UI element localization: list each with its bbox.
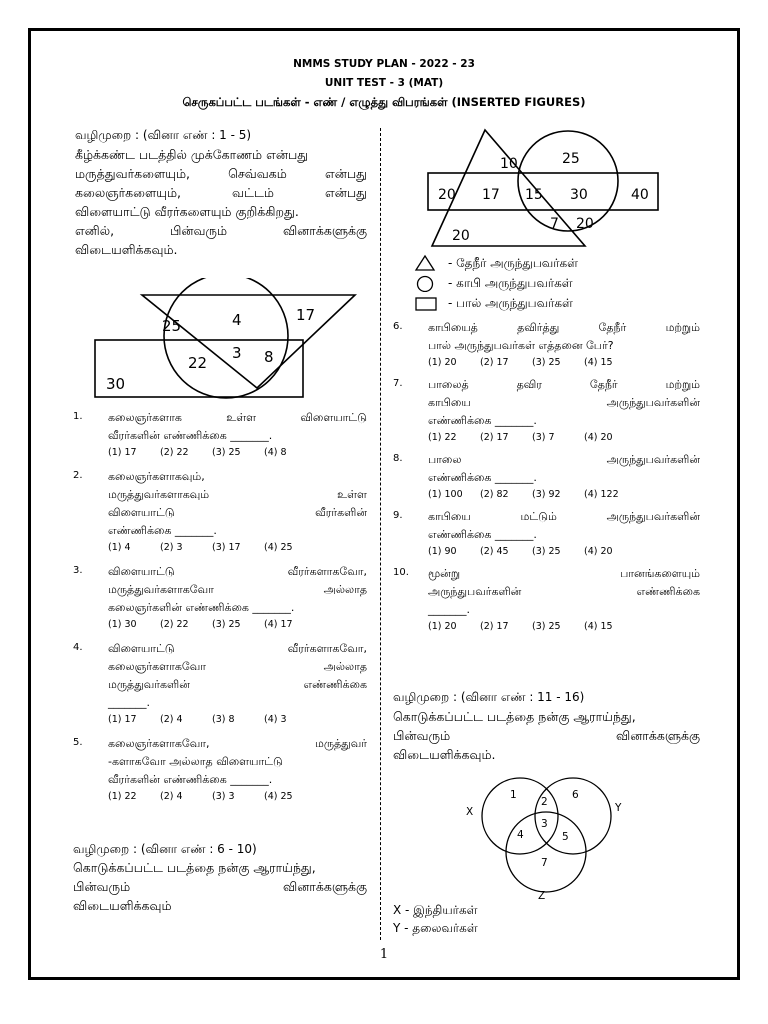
word: கொடுக்கப்பட்ட படத்தை நன்கு ஆராய்ந்து, <box>393 709 636 724</box>
fig-num: 30 <box>106 375 126 393</box>
venn-label-y: Y <box>615 802 622 814</box>
text-line <box>108 599 367 617</box>
word: விடையளிக்கவும். <box>75 242 178 257</box>
word: அருந்துபவர்களின் <box>606 453 700 466</box>
text-line <box>428 526 700 544</box>
text-line <box>108 409 367 427</box>
text-line <box>428 412 700 430</box>
fig-num: 22 <box>188 354 208 372</box>
word: உள்ள <box>337 488 367 501</box>
text-line <box>75 145 367 164</box>
word: மற்றும் <box>665 321 700 334</box>
option[interactable]: (3) 17 <box>212 542 241 553</box>
option[interactable]: (1) 17 <box>108 447 137 458</box>
fig-num: 20 <box>438 187 456 203</box>
word: மருத்துவர் <box>314 737 367 750</box>
word: வீரர்களின் எண்ணிக்கை _______. <box>108 773 273 786</box>
word: செவ்வகம் <box>228 166 287 181</box>
word: கலைஞர்களையும், <box>75 185 182 200</box>
option[interactable]: (2) 17 <box>480 621 509 632</box>
text-line <box>75 202 367 221</box>
option[interactable]: (1) 4 <box>108 542 131 553</box>
header-topic: செருகப்பட்ட படங்கள் - எண் / எழுத்து விபரங்கள் (INSERTED FIGURES) <box>182 95 586 109</box>
right-instruction-text <box>393 707 700 764</box>
word: மருத்துவர்களையும், <box>75 166 190 181</box>
word: -களாகவோ அல்லாத விளையாட்டு <box>108 755 283 768</box>
word: தவிர <box>516 378 542 391</box>
option[interactable]: (1) 100 <box>428 489 463 500</box>
word: கீழ்க்கண்ட படத்தில் முக்கோணம் என்பது <box>75 147 309 162</box>
triangle-icon <box>414 254 436 272</box>
word: பின்வரும் <box>393 728 451 743</box>
word: பாலை <box>428 453 462 466</box>
venn-num: 2 <box>541 796 548 808</box>
option[interactable]: (1) 20 <box>428 621 457 632</box>
option[interactable]: (2) 17 <box>480 357 509 368</box>
text-line <box>108 676 367 694</box>
word: அருந்துபவர்களின் <box>428 585 522 598</box>
text-line <box>428 394 700 412</box>
fig-num: 8 <box>264 348 274 366</box>
page-number: 1 <box>379 947 389 962</box>
option[interactable]: (2) 45 <box>480 546 509 557</box>
fig-num: 40 <box>631 187 649 203</box>
text-line <box>108 563 367 581</box>
word: தவிர்த்து <box>517 321 560 334</box>
word: என்பது <box>324 185 367 200</box>
word: வட்டம் <box>232 185 274 200</box>
word: வீரர்களாகவோ, <box>287 565 367 578</box>
option[interactable]: (3) 25 <box>212 447 241 458</box>
question <box>393 376 700 443</box>
text-line <box>428 565 700 583</box>
fig-num: 20 <box>576 216 594 232</box>
option[interactable]: (3) 25 <box>532 621 561 632</box>
word: கலைஞர்களாக <box>108 411 182 424</box>
option[interactable]: (3) 25 <box>212 619 241 630</box>
fig-num: 4 <box>232 311 242 329</box>
question-number: 3. <box>73 565 83 576</box>
fig-num: 17 <box>482 187 500 203</box>
word: விடையளிக்கவும் <box>73 898 172 913</box>
option[interactable]: (1) 22 <box>108 791 137 802</box>
word: _______. <box>108 696 150 709</box>
word: காபியைத் <box>428 321 478 334</box>
word: வீரர்களாகவோ, <box>287 642 367 655</box>
text-line <box>73 877 367 896</box>
right-questions <box>393 319 700 640</box>
text-line <box>75 183 367 202</box>
option[interactable]: (1) 22 <box>428 432 457 443</box>
options-row <box>108 542 367 553</box>
option[interactable]: (4) 20 <box>584 546 613 557</box>
word: வீரர்களின் எண்ணிக்கை _______. <box>108 429 273 442</box>
word: எண்ணிக்கை <box>303 678 367 691</box>
text-line <box>108 640 367 658</box>
option[interactable]: (1) 17 <box>108 714 137 725</box>
fig-num: 7 <box>550 216 559 232</box>
left-instruction-text <box>75 145 367 259</box>
fig-num: 3 <box>232 344 242 362</box>
venn-label-z: Z <box>538 890 546 902</box>
options-row <box>108 447 367 458</box>
word: கலைஞர்களின் எண்ணிக்கை _______. <box>108 601 295 614</box>
text-line <box>108 753 367 771</box>
word: காபியை <box>428 510 471 523</box>
word: பால் அருந்துபவர்கள் எத்தனை பேர்? <box>428 339 614 352</box>
option[interactable]: (4) 25 <box>264 542 293 553</box>
left-figure <box>90 278 370 403</box>
circle-shape <box>518 131 618 231</box>
question-number: 8. <box>393 453 403 464</box>
word: பின்வரும் <box>73 879 131 894</box>
word: பானங்களையும் <box>620 567 700 580</box>
fig-num: 20 <box>452 228 470 244</box>
fig-num: 17 <box>296 306 316 324</box>
option[interactable]: (1) 90 <box>428 546 457 557</box>
left-questions <box>73 409 367 812</box>
question-number: 5. <box>73 737 83 748</box>
word: மற்றும் <box>665 378 700 391</box>
option[interactable]: (4) 15 <box>584 621 613 632</box>
text-line <box>108 522 367 540</box>
word: வினாக்களுக்கு <box>282 223 367 238</box>
venn-num: 5 <box>562 831 569 843</box>
word: விளையாட்டு <box>108 565 175 578</box>
option[interactable]: (3) 25 <box>532 357 561 368</box>
text-line <box>108 486 367 504</box>
word: விளையாட்டு வீரர்களையும் குறிக்கிறது. <box>75 204 299 219</box>
text-line <box>108 581 367 599</box>
option[interactable]: (4) 3 <box>264 714 287 725</box>
question <box>393 508 700 557</box>
options-row <box>108 714 367 725</box>
option[interactable]: (3) 8 <box>212 714 235 725</box>
word: எனில், <box>75 223 115 238</box>
word: விடையளிக்கவும். <box>393 747 496 762</box>
legend-label: - பால் அருந்துபவர்கள் <box>448 296 573 310</box>
text-line <box>393 726 700 745</box>
text-line <box>75 240 367 259</box>
option[interactable]: (2) 82 <box>480 489 509 500</box>
venn-num: 6 <box>572 789 579 801</box>
question-number: 6. <box>393 321 403 332</box>
fig-num: 25 <box>162 317 182 335</box>
fig-num: 25 <box>562 151 580 167</box>
word: அருந்துபவர்களின் <box>606 396 700 409</box>
word: எண்ணிக்கை _______. <box>108 524 217 537</box>
text-line <box>108 504 367 522</box>
word: கொடுக்கப்பட்ட படத்தை நன்கு ஆராய்ந்து, <box>73 860 316 875</box>
option[interactable]: (2) 22 <box>160 619 189 630</box>
text-line <box>428 469 700 487</box>
text-line <box>428 451 700 469</box>
legend-label: - தேநீர் அருந்துபவர்கள் <box>448 256 579 270</box>
fig-num: 10 <box>500 156 518 172</box>
word: உள்ள <box>226 411 257 424</box>
text-line <box>108 694 367 712</box>
text-line <box>75 221 367 240</box>
options-row <box>428 432 700 443</box>
left-outro-text <box>73 858 367 915</box>
word: மருத்துவர்களாகவோ <box>108 583 214 596</box>
options-row <box>108 791 367 802</box>
option[interactable]: (2) 3 <box>160 542 183 553</box>
options-row <box>428 546 700 557</box>
question <box>73 563 367 630</box>
option[interactable]: (1) 20 <box>428 357 457 368</box>
venn-label-x: X <box>466 806 474 818</box>
venn-num: 7 <box>541 857 548 869</box>
word: மூன்று <box>428 567 461 580</box>
option[interactable]: (4) 122 <box>584 489 619 500</box>
word: கலைஞர்களாகவோ, <box>108 737 210 750</box>
left-outro-title: வழிமுறை : (வினா எண் : 6 - 10) <box>73 842 257 856</box>
word: வினாக்களுக்கு <box>282 879 367 894</box>
venn-num: 4 <box>517 829 524 841</box>
venn-num: 3 <box>541 818 548 830</box>
right-instruction-title: வழிமுறை : (வினா எண் : 11 - 16) <box>393 690 585 704</box>
text-line <box>108 735 367 753</box>
word: விளையாட்டு <box>108 506 175 519</box>
circle-icon <box>414 274 436 292</box>
word: வீரர்களின் <box>315 506 367 519</box>
options-row <box>428 621 700 632</box>
question <box>393 451 700 500</box>
word: எண்ணிக்கை _______. <box>428 471 537 484</box>
legend-label: - காபி அருந்துபவர்கள் <box>448 276 573 290</box>
question-number: 7. <box>393 378 403 389</box>
question-number: 4. <box>73 642 83 653</box>
word: காபியை <box>428 396 471 409</box>
option[interactable]: (4) 8 <box>264 447 287 458</box>
column-divider <box>380 128 381 940</box>
text-line <box>428 337 700 355</box>
word: பின்வரும் <box>169 223 228 238</box>
question <box>73 468 367 553</box>
word: மருத்துவர்களின் <box>108 678 190 691</box>
word: கலைஞர்களாகவும், <box>108 470 205 483</box>
option[interactable]: (3) 3 <box>212 791 235 802</box>
option[interactable]: (2) 17 <box>480 432 509 443</box>
option[interactable]: (4) 25 <box>264 791 293 802</box>
option[interactable]: (2) 4 <box>160 791 183 802</box>
word: கலைஞர்களாகவோ <box>108 660 206 673</box>
venn-legend-x: X - இந்தியர்கள் <box>393 903 478 917</box>
option[interactable]: (3) 25 <box>532 546 561 557</box>
venn-legend-y: Y - தலைவர்கள் <box>393 921 478 935</box>
text-line <box>393 745 700 764</box>
text-line <box>73 858 367 877</box>
fig-num: 15 <box>525 187 543 203</box>
option[interactable]: (4) 15 <box>584 357 613 368</box>
text-line <box>108 468 367 486</box>
right-figure <box>420 128 670 250</box>
word: தேநீர் <box>598 321 627 334</box>
question <box>73 640 367 725</box>
word: விளையாட்டு <box>300 411 367 424</box>
word: மட்டும் <box>520 510 557 523</box>
rectangle-icon <box>414 294 438 312</box>
word: வினாக்களுக்கு <box>615 728 700 743</box>
question <box>73 735 367 802</box>
word: _______. <box>428 603 470 616</box>
word: எண்ணிக்கை _______. <box>428 528 537 541</box>
header-title: NMMS STUDY PLAN - 2022 - 23 <box>293 58 475 70</box>
question-number: 1. <box>73 411 83 422</box>
word: அல்லாத <box>323 583 367 596</box>
word: எண்ணிக்கை _______. <box>428 414 537 427</box>
fig-num: 30 <box>570 187 588 203</box>
word: எண்ணிக்கை <box>636 585 700 598</box>
question-number: 2. <box>73 470 83 481</box>
option[interactable]: (2) 22 <box>160 447 189 458</box>
text-line <box>73 896 367 915</box>
options-row <box>108 619 367 630</box>
options-row <box>428 489 700 500</box>
option[interactable]: (1) 30 <box>108 619 137 630</box>
question <box>393 565 700 632</box>
text-line <box>108 771 367 789</box>
text-line <box>428 508 700 526</box>
text-line <box>428 583 700 601</box>
option[interactable]: (3) 7 <box>532 432 555 443</box>
question-number: 9. <box>393 510 403 521</box>
text-line <box>428 601 700 619</box>
option[interactable]: (3) 92 <box>532 489 561 500</box>
triangle-shape <box>142 295 355 388</box>
text-line <box>108 658 367 676</box>
word: மருத்துவர்களாகவும் <box>108 488 210 501</box>
question <box>73 409 367 458</box>
venn-num: 1 <box>510 789 517 801</box>
text-line <box>75 164 367 183</box>
word: என்பது <box>324 166 367 181</box>
word: விளையாட்டு <box>108 642 175 655</box>
text-line <box>428 376 700 394</box>
text-line <box>428 319 700 337</box>
word: பாலைத் <box>428 378 469 391</box>
word: அல்லாத <box>323 660 367 673</box>
option[interactable]: (4) 17 <box>264 619 293 630</box>
word: அருந்துபவர்களின் <box>606 510 700 523</box>
text-line <box>108 427 367 445</box>
header-subtitle: UNIT TEST - 3 (MAT) <box>324 77 444 89</box>
text-line <box>393 707 700 726</box>
left-instruction-title: வழிமுறை : (வினா எண் : 1 - 5) <box>75 128 252 142</box>
options-row <box>428 357 700 368</box>
question-number: 10. <box>393 567 409 578</box>
circle-shape <box>164 278 288 398</box>
word: தேநீர் <box>589 378 618 391</box>
question <box>393 319 700 368</box>
option[interactable]: (2) 4 <box>160 714 183 725</box>
venn-figure <box>455 774 635 904</box>
option[interactable]: (4) 20 <box>584 432 613 443</box>
